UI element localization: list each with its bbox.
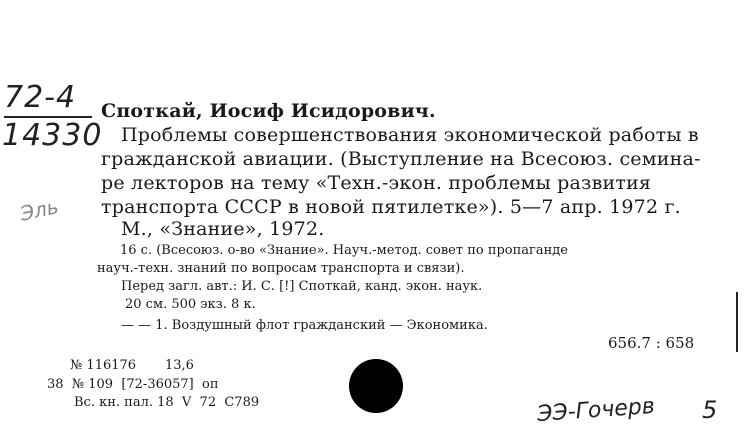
title-line-4: транспорта СССР в новой пятилетке»). 5—7 апр. 1972 г. xyxy=(101,196,681,218)
collation-line-1: 16 с. (Всесоюз. о-во «Знание». Науч.-метод. совет по пропаганде xyxy=(120,243,568,258)
title-line-2: гражданской авиации. (Выступление на Всесоюз. семина- xyxy=(101,148,701,170)
collation-line-4: 20 см. 500 экз. 8 к. xyxy=(125,297,256,312)
imprint-line: М., «Знание», 1972. xyxy=(121,218,325,240)
classification-number: 656.7 : 658 xyxy=(608,334,695,352)
card-edge-mark xyxy=(736,292,738,352)
margin-note: Эль xyxy=(17,194,61,226)
handwritten-corner-number: 5 xyxy=(702,396,718,424)
call-number-bottom: 14330 xyxy=(2,118,103,153)
call-number-top: 72-4 xyxy=(4,80,77,115)
collation-line-3: Перед загл. авт.: И. С. [!] Споткай, канд. экон. наук. xyxy=(121,279,483,294)
author-heading: Споткай, Иосиф Исидорович. xyxy=(101,100,436,122)
collation-line-2: науч.-техн. знаний по вопросам транспорта и связи). xyxy=(97,261,465,276)
card-punch-hole xyxy=(349,359,403,413)
footer-line-1: № 116176 13,6 xyxy=(70,358,194,373)
subject-tracing: — — 1. Воздушный флот гражданский — Экономика. xyxy=(121,318,488,333)
footer-line-3: Вс. кн. пал. 18 V 72 С789 xyxy=(74,395,260,410)
footer-line-2: 38 № 109 [72-36057] оп xyxy=(47,377,219,392)
title-line-3: ре лекторов на тему «Техн.-экон. проблемы развития xyxy=(101,172,652,194)
title-line-1: Проблемы совершенствования экономической работы в xyxy=(121,124,699,146)
handwritten-signature: ЭЭ-Гочерв xyxy=(536,393,656,428)
